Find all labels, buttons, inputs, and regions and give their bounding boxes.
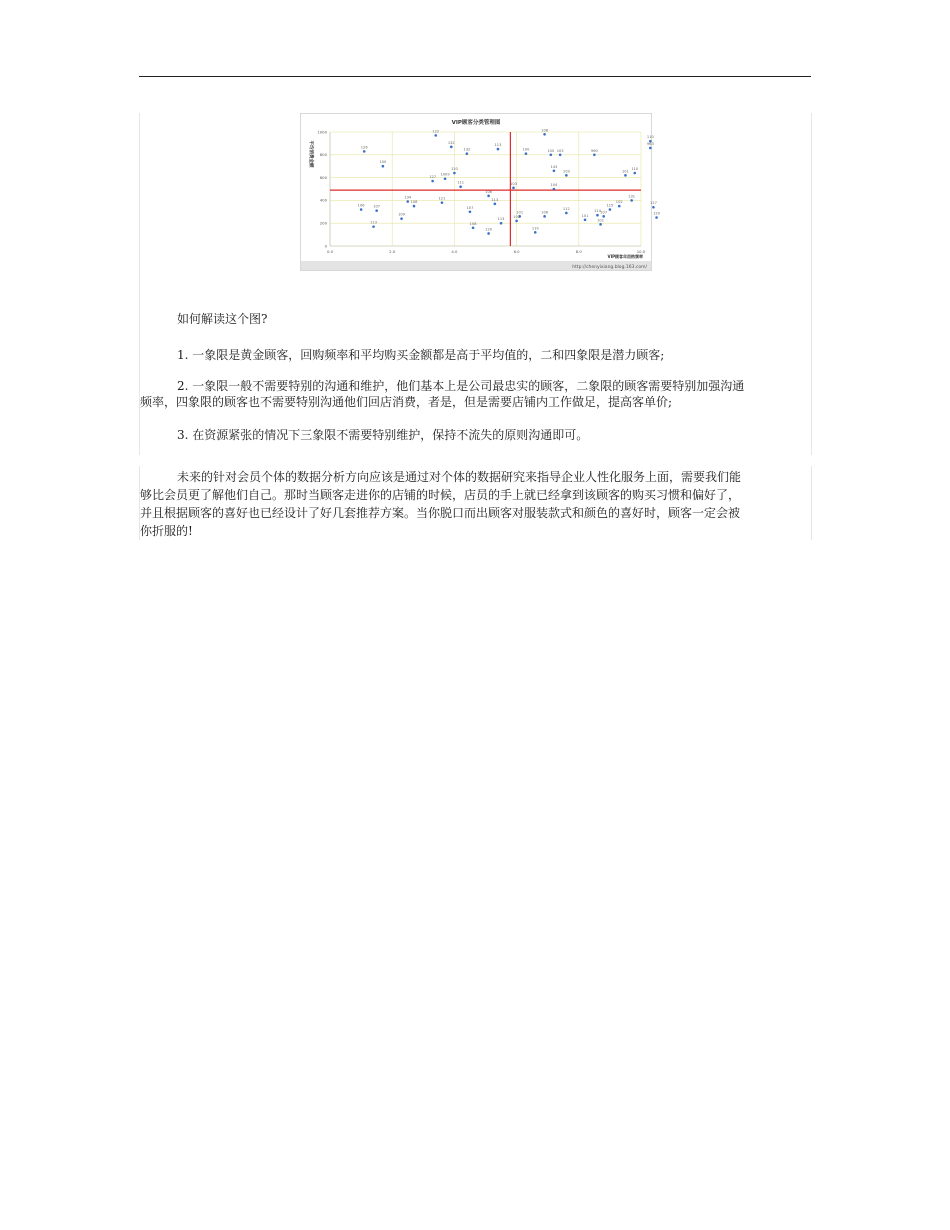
data-point-label: 106 [357,203,365,208]
data-point-label: 107 [600,210,608,215]
data-point-label: 103 [562,169,570,174]
data-point-label: 111 [457,180,465,185]
data-point [500,222,503,225]
data-point [630,199,633,202]
data-point [652,206,655,209]
data-point [655,216,658,219]
data-point-label: 101 [622,169,629,174]
explanation-item-3: 3. 在资源紧张的情况下三象限不需要特别维护，保持不流失的原则沟通即可。 [177,428,589,442]
data-point-label: 131 [628,194,636,199]
data-point-label: 101 [581,213,589,218]
data-point-label: 113 [494,143,502,148]
data-point-label: 101 [597,218,604,223]
data-point [559,154,562,157]
data-point [584,218,587,221]
data-point-label: 101 [516,210,524,215]
data-point-label: 115 [606,203,614,208]
data-point-label: 107 [466,205,474,210]
data-point [497,148,500,151]
chart-ylabel: 平均消费金额 [308,140,313,168]
data-point [400,217,403,220]
data-point [453,172,456,175]
explanation-item-2: 2. 一象限一般不需要特别的沟通和维护，他们基本上是公司最忠实的顾客，二象限的顾客需要特别加强沟通频率，四象限的顾客也不需要特别沟通他们回店消费，者是，但是需要店铺内工作做足，提高客单价; [140,379,745,409]
chart-points [358,128,661,234]
data-point-label: 108 [469,221,477,226]
data-point [525,152,528,155]
data-point [450,146,453,149]
data-point-label: 120 [485,227,493,232]
data-point [363,150,366,153]
data-point [375,209,378,212]
data-point-label: 103 [556,148,564,153]
chart-svg [301,114,660,270]
data-point-label: 103 [510,181,517,186]
data-point [487,232,490,235]
data-point-label: 113 [497,217,505,222]
closing-paragraph: 未来的针对会员个体的数据分析方向应该是通过对个体的数据研究来指导企业人性化服务上面，需要我们能够比会员更了解他们自己。那时当顾客走进你的店铺的时候，店员的手上就已经拿到该顾客的购买习惯和偏好了，并且根据顾客的喜好也已经设计了好几套推荐方案。当你脱口而出顾客对服装款式和颜色的喜好时，顾客一定会被你折服的! [140,470,742,538]
data-point [602,215,605,218]
data-point-label: 127 [429,175,437,180]
data-point [565,212,568,215]
data-point-label: 963 [646,141,654,146]
data-point-label: 960 [590,148,598,153]
explanation-item-1: 1. 一象限是黄金顾客，回购频率和平均购买金额都是高于平均值的，二和四象限是潜力顾客; [177,348,665,362]
question-text: 如何解读这个图? [177,312,268,326]
header-rule [139,76,811,77]
data-point [599,223,602,226]
data-point-label: 127 [650,201,657,206]
data-point [633,172,636,175]
vip-scatter-chart [300,113,660,271]
data-point [565,174,568,177]
data-point-label: 132 [447,140,455,145]
data-point-label: 106 [541,210,549,215]
data-point [543,133,546,136]
data-point-label: 120 [450,167,458,172]
data-point [534,231,537,234]
data-point-label: 126 [360,145,368,150]
data-point-label: 121 [438,196,446,201]
data-point [472,226,475,229]
data-point-label: 114 [594,209,601,214]
data-point-label: 108 [541,128,549,133]
y-tick-label: 0 [324,243,327,249]
x-tick-label: 6.0 [513,249,520,254]
data-point [469,211,472,214]
data-point [553,188,556,191]
data-point-label: 134 [404,195,412,200]
data-point-label: 103 [513,214,521,219]
data-point [609,208,612,211]
data-point-label: 119 [531,226,539,231]
y-tick-label: 800 [319,152,327,158]
x-tick-label: 0.0 [326,249,334,254]
y-tick-label: 600 [319,174,327,180]
data-point [413,205,416,208]
chart-title: VIP顾客分类管理图 [451,120,501,126]
chart-watermark: http://chenyixiang.blog.163.com/ [572,265,647,270]
y-tick-label: 400 [319,197,327,203]
data-point [487,195,490,198]
content-block-closing [139,466,812,540]
data-point-label: 110 [631,167,639,172]
x-tick-label: 10.0 [636,249,646,254]
data-point-label: 112 [562,206,570,211]
data-point-label: 109 [398,212,405,217]
data-point [618,205,621,208]
data-point [550,154,553,157]
data-point-label: 132 [463,147,471,152]
data-point [512,187,515,190]
data-point-label: 106 [485,189,493,194]
data-point [372,225,375,228]
data-point-label: 1009 [440,172,450,177]
data-point-label: 102 [615,200,623,205]
data-point [360,208,363,211]
data-point [441,201,444,204]
data-point [431,180,434,183]
data-point-label: 100 [522,147,530,152]
x-tick-label: 4.0 [451,249,458,254]
data-point [466,152,469,155]
data-point [406,200,409,203]
data-point [649,147,652,150]
data-point [444,177,447,180]
data-point-label: 100 [379,160,387,165]
data-point-label: 100 [547,148,555,153]
content-block-chart [139,113,812,455]
data-point [515,220,518,223]
data-point-label: 143 [550,164,558,169]
data-point [593,154,596,157]
x-tick-label: 2.0 [389,249,396,254]
data-point-label: 129 [653,211,660,216]
data-point [459,185,462,188]
data-point-label: 113 [370,220,377,225]
data-point [596,214,599,217]
data-point [494,203,497,206]
y-tick-label: 200 [319,220,327,226]
data-point-label: 108 [410,200,418,205]
data-point-label: 104 [550,183,558,187]
data-point-label: 107 [373,204,381,209]
x-tick-label: 8.0 [575,249,582,254]
data-point [624,174,627,177]
data-point [434,134,437,137]
chart-xlabel: VIP顾客年回购频率 [607,254,643,259]
data-point [543,215,546,218]
data-point [553,169,556,172]
data-point [382,165,385,168]
data-point-label: 122 [432,129,440,134]
data-point-label: 110 [646,135,654,140]
y-tick-label: 1000 [317,129,327,135]
data-point-label: 113 [491,197,499,202]
